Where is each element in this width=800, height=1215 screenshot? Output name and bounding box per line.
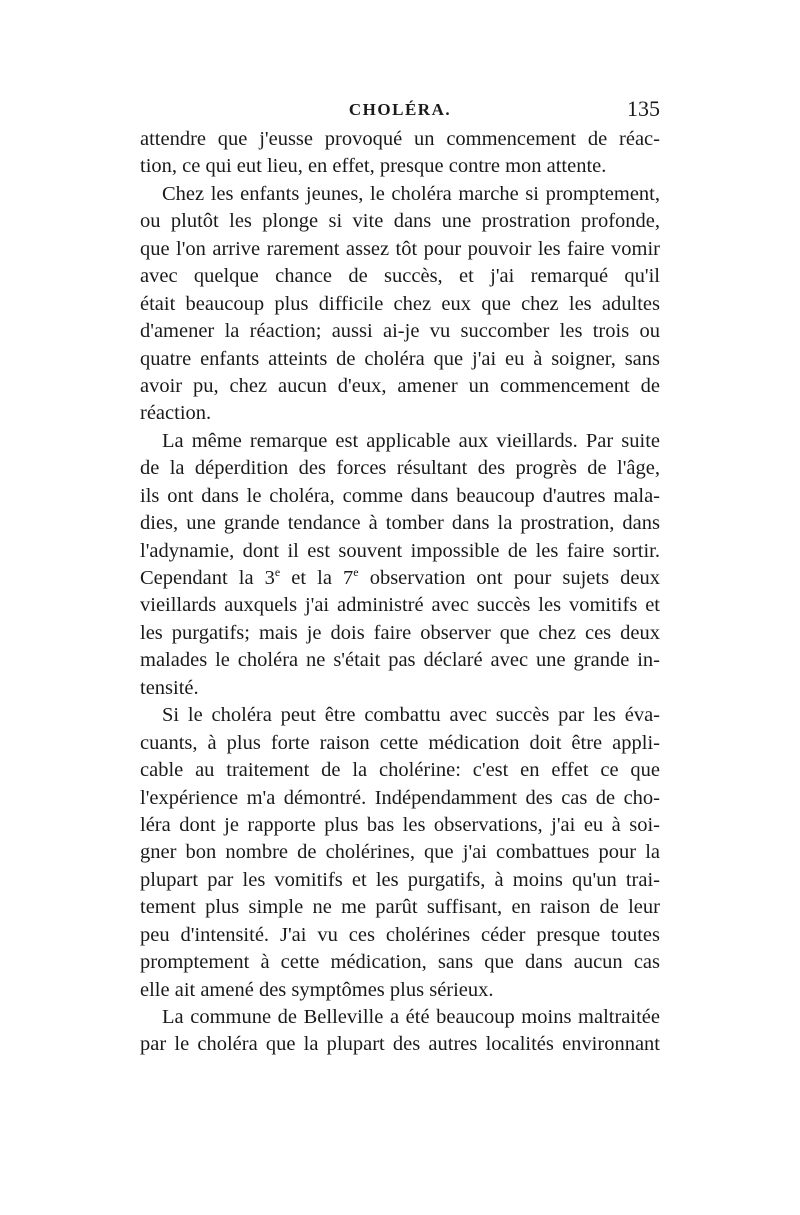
text-line: malades le choléra ne s'était pas déclaré avec une grande in-: [140, 649, 660, 672]
text-line: Chez les enfants jeunes, le choléra marche si promptement,: [162, 182, 660, 205]
text-line: l'adynamie, dont il est souvent impossible de les faire sortir.: [140, 539, 660, 562]
text-line: elle ait amené des symptômes plus sérieux.: [140, 978, 494, 1001]
text-line: La même remarque est applicable aux vieillards. Par suite: [162, 429, 660, 452]
text-line: avoir pu, chez aucun d'eux, amener un commencement de: [140, 374, 660, 397]
text-line: vieillards auxquels j'ai administré avec succès les vomitifs et: [140, 594, 660, 617]
text-line: promptement à cette médication, sans que dans aucun cas: [140, 951, 660, 974]
text-line: tion, ce qui eut lieu, en effet, presque contre mon attente.: [140, 155, 607, 178]
text-line: tement plus simple ne me parût suffisant, en raison de leur: [140, 896, 660, 919]
page-header: [140, 96, 660, 128]
running-title: CHOLÉRA.: [348, 100, 452, 119]
text-line: peu d'intensité. J'ai vu ces cholérines céder presque toutes: [140, 923, 660, 946]
text-line: l'expérience m'a démontré. Indépendamment des cas de cho-: [140, 786, 660, 809]
text-line: par le choléra que la plupart des autres localités environnant: [140, 1033, 660, 1056]
text-line: avec quelque chance de succès, et j'ai remarqué qu'il: [140, 265, 660, 288]
text-line: que l'on arrive rarement assez tôt pour pouvoir les faire vomir: [140, 237, 660, 260]
text-line: quatre enfants atteints de choléra que j'ai eu à soigner, sans: [140, 347, 660, 370]
text-line: dies, une grande tendance à tomber dans la prostration, dans: [140, 512, 660, 535]
text-line: plupart par les vomitifs et les purgatifs, à moins qu'un trai-: [140, 868, 660, 891]
text-line: cable au traitement de la cholérine: c'est en effet ce que: [140, 759, 660, 782]
page-number: 135: [627, 96, 660, 121]
text-line: La commune de Belleville a été beaucoup moins maltraitée: [162, 1006, 660, 1028]
text-line: les purgatifs; mais je dois faire observer que chez ces deux: [140, 621, 660, 644]
text-line: ou plutôt les plonge si vite dans une prostration profonde,: [140, 210, 660, 233]
text-line: léra dont je rapporte plus bas les observations, j'ai eu à soi-: [140, 813, 660, 836]
text-line: tensité.: [140, 676, 199, 699]
text-line: de la déperdition des forces résultant des progrès de l'âge,: [140, 457, 660, 480]
text-line: d'amener la réaction; aussi ai-je vu succomber les trois ou: [140, 320, 660, 343]
text-line: Cependant la 3e et la 7e observation ont pour sujets deux: [140, 565, 660, 589]
text-line: cuants, à plus forte raison cette médication doit être appli-: [140, 731, 660, 754]
text-line: gner bon nombre de cholérines, que j'ai combattues pour la: [140, 841, 660, 864]
text-line: attendre que j'eusse provoqué un commencement de réac-: [140, 128, 660, 150]
text-line: ils ont dans le choléra, comme dans beaucoup d'autres mala-: [140, 484, 660, 507]
text-line: Si le choléra peut être combattu avec succès par les éva-: [162, 704, 660, 727]
text-line: était beaucoup plus difficile chez eux que chez les adultes: [140, 292, 660, 315]
body-text: [140, 126, 660, 1059]
text-line: réaction.: [140, 402, 212, 425]
